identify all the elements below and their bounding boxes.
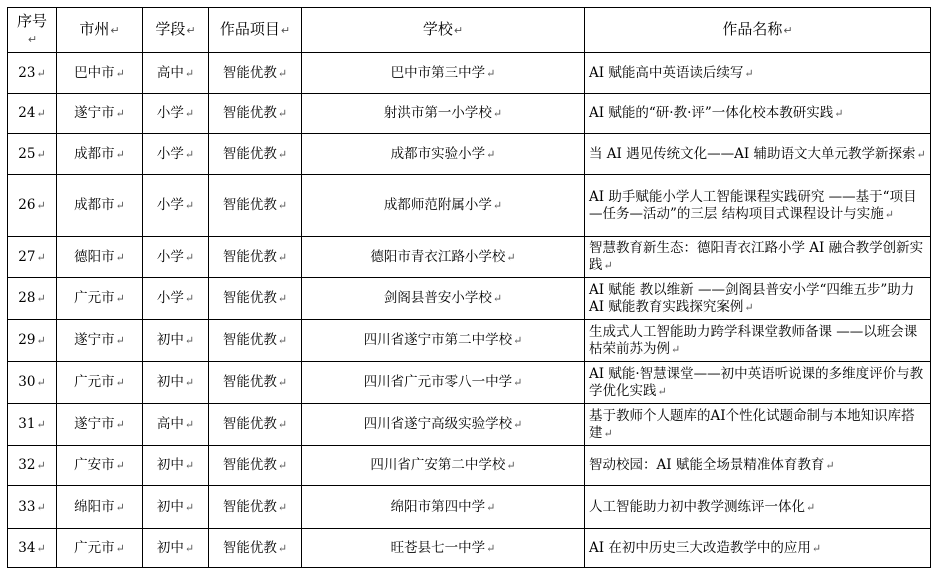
cell-level	[143, 362, 209, 404]
paragraph-mark-icon: ↵	[486, 541, 496, 555]
paragraph-mark-icon: ↵	[277, 376, 288, 389]
cell-city	[57, 404, 143, 446]
cell-level-text: 小学	[156, 290, 184, 306]
cell-city-text: 广安市	[74, 457, 115, 473]
paragraph-mark-icon: ↵	[36, 500, 46, 514]
cell-work	[585, 278, 931, 320]
cell-no	[8, 320, 57, 362]
paragraph-mark-icon: ↵	[486, 500, 496, 514]
paragraph-mark-icon: ↵	[115, 541, 125, 555]
cell-no	[8, 529, 57, 568]
award-list-table	[7, 7, 931, 568]
cell-no	[8, 175, 57, 237]
paragraph-mark-icon: ↵	[115, 250, 125, 264]
cell-city	[57, 486, 143, 529]
paragraph-mark-icon: ↵	[811, 541, 822, 555]
cell-school	[302, 446, 585, 486]
paragraph-mark-icon: ↵	[36, 107, 46, 120]
cell-school-text: 四川省广元市零八一中学	[363, 374, 513, 390]
paragraph-mark-icon: ↵	[115, 292, 125, 305]
cell-city-text: 成都市	[74, 197, 115, 213]
cell-no-text: 26	[18, 197, 36, 213]
cell-no	[8, 446, 57, 486]
cell-level	[143, 175, 209, 237]
cell-school-text: 四川省广安第二中学校	[370, 457, 506, 473]
cell-no-text: 31	[18, 416, 36, 432]
cell-level-text: 小学	[156, 145, 184, 162]
cell-city	[57, 53, 143, 94]
cell-no	[8, 362, 57, 404]
cell-no	[8, 404, 57, 446]
cell-work	[585, 362, 931, 404]
cell-school	[302, 529, 585, 568]
cell-work	[585, 134, 931, 175]
table-row	[8, 278, 931, 320]
paragraph-mark-icon: ↵	[184, 292, 195, 305]
cell-city	[57, 362, 143, 404]
paragraph-mark-icon: ↵	[115, 459, 125, 472]
cell-work-text: 当 AI 遇见传统文化——AI 辅助语文大单元教学新探索	[589, 145, 916, 162]
paragraph-mark-icon: ↵	[36, 541, 46, 555]
cell-level	[143, 486, 209, 529]
cell-work-text: 智慧教育新生态：德阳青衣江路小学 AI 融合教学创新实践	[589, 240, 924, 273]
cell-level-text: 小学	[156, 105, 184, 121]
table-row	[8, 53, 931, 94]
cell-category	[209, 237, 302, 278]
paragraph-mark-icon: ↵	[603, 426, 613, 440]
cell-school	[302, 237, 585, 278]
table-row	[8, 486, 931, 529]
cell-category-text: 智能优教	[222, 105, 277, 121]
paragraph-mark-icon: ↵	[184, 500, 195, 514]
cell-category-text: 智能优教	[222, 197, 277, 213]
cell-category-text: 智能优教	[222, 457, 277, 473]
paragraph-mark-icon: ↵	[513, 418, 523, 431]
cell-school	[302, 362, 585, 404]
cell-category-text: 智能优教	[222, 498, 277, 515]
paragraph-mark-icon: ↵	[115, 376, 125, 389]
cell-school-text: 四川省遂宁市第二中学校	[363, 332, 513, 348]
paragraph-mark-icon: ↵	[277, 250, 288, 264]
cell-work	[585, 446, 931, 486]
cell-no-text: 32	[18, 457, 36, 473]
paragraph-mark-icon: ↵	[671, 342, 681, 356]
cell-school	[302, 320, 585, 362]
cell-school-text: 成都师范附属小学	[383, 197, 492, 213]
paragraph-mark-icon: ↵	[806, 500, 816, 514]
cell-no	[8, 94, 57, 134]
paragraph-mark-icon: ↵	[36, 376, 46, 389]
paragraph-mark-icon: ↵	[486, 66, 496, 80]
table-row	[8, 404, 931, 446]
header-no: 序号↵	[8, 8, 57, 53]
cell-level-text: 小学	[156, 197, 184, 213]
header-city: 市州↵	[57, 8, 143, 53]
cell-city-text: 德阳市	[74, 248, 115, 265]
cell-category	[209, 134, 302, 175]
cell-work-text: AI 赋能的“研·教·评”一体化校本教研实践	[589, 105, 834, 121]
cell-school-text: 四川省遂宁高级实验学校	[363, 416, 513, 432]
paragraph-mark-icon: ↵	[277, 541, 288, 555]
cell-level-text: 初中	[156, 498, 184, 515]
cell-no-text: 25	[18, 145, 36, 162]
cell-city-text: 遂宁市	[74, 332, 115, 348]
cell-city	[57, 320, 143, 362]
cell-category-text: 智能优教	[222, 332, 277, 348]
cell-city-text: 成都市	[74, 145, 115, 162]
cell-category-text: 智能优教	[222, 539, 277, 556]
cell-level-text: 高中	[156, 64, 184, 81]
cell-category-text: 智能优教	[222, 248, 277, 265]
cell-city-text: 广元市	[74, 539, 115, 556]
cell-work	[585, 237, 931, 278]
table-row	[8, 529, 931, 568]
cell-school-text: 巴中市第三中学	[390, 64, 486, 81]
cell-level	[143, 278, 209, 320]
cell-category-text: 智能优教	[222, 374, 277, 390]
paragraph-mark-icon: ↵	[36, 66, 46, 80]
cell-city-text: 广元市	[74, 374, 115, 390]
cell-work	[585, 486, 931, 529]
cell-category	[209, 362, 302, 404]
paragraph-mark-icon: ↵	[36, 334, 46, 347]
paragraph-mark-icon: ↵	[36, 199, 46, 212]
paragraph-mark-icon: ↵	[277, 334, 288, 347]
cell-school	[302, 53, 585, 94]
cell-category	[209, 320, 302, 362]
paragraph-mark-icon: ↵	[277, 199, 288, 212]
cell-work-text: 智动校园：AI 赋能全场景精准体育教育	[589, 457, 825, 473]
cell-school-text: 剑阁县普安小学校	[383, 290, 492, 306]
paragraph-mark-icon: ↵	[492, 107, 503, 120]
cell-city-text: 巴中市	[74, 64, 115, 81]
paragraph-mark-icon: ↵	[513, 376, 523, 389]
cell-city	[57, 237, 143, 278]
header-school: 学校↵	[302, 8, 585, 53]
cell-city	[57, 446, 143, 486]
paragraph-mark-icon: ↵	[36, 292, 46, 305]
cell-level-text: 初中	[156, 457, 184, 473]
cell-level	[143, 404, 209, 446]
cell-school	[302, 134, 585, 175]
paragraph-mark-icon: ↵	[277, 66, 288, 80]
paragraph-mark-icon: ↵	[184, 459, 195, 472]
cell-level-text: 初中	[156, 332, 184, 348]
cell-work	[585, 53, 931, 94]
table-row	[8, 134, 931, 175]
paragraph-mark-icon: ↵	[184, 199, 195, 212]
cell-level	[143, 53, 209, 94]
cell-no	[8, 486, 57, 529]
cell-no-text: 28	[18, 290, 36, 306]
table-row	[8, 362, 931, 404]
paragraph-mark-icon: ↵	[277, 459, 288, 472]
cell-no	[8, 53, 57, 94]
cell-school	[302, 94, 585, 134]
table-row	[8, 94, 931, 134]
paragraph-mark-icon: ↵	[277, 500, 288, 514]
cell-no-text: 24	[18, 105, 36, 121]
paragraph-mark-icon: ↵	[115, 199, 125, 212]
cell-no	[8, 134, 57, 175]
paragraph-mark-icon: ↵	[603, 259, 613, 272]
cell-category-text: 智能优教	[222, 290, 277, 306]
cell-work-text: AI 赋能·智慧课堂——初中英语听说课的多维度评价与教学优化实践	[589, 365, 924, 399]
header-category: 作品项目↵	[209, 8, 302, 53]
paragraph-mark-icon: ↵	[115, 147, 125, 161]
cell-category-text: 智能优教	[222, 64, 277, 81]
cell-work-text: 人工智能助力初中教学测练评一体化	[589, 498, 805, 515]
cell-work	[585, 94, 931, 134]
cell-work	[585, 404, 931, 446]
header-work: 作品名称↵	[585, 8, 931, 53]
cell-category	[209, 278, 302, 320]
cell-school-text: 德阳市青衣江路小学校	[370, 248, 506, 265]
paragraph-mark-icon: ↵	[115, 500, 125, 514]
cell-work-text: AI 在初中历史三大改造教学中的应用	[589, 539, 811, 556]
paragraph-mark-icon: ↵	[184, 107, 195, 120]
paragraph-mark-icon: ↵	[277, 107, 288, 120]
cell-level	[143, 529, 209, 568]
paragraph-mark-icon: ↵	[184, 147, 195, 161]
paragraph-mark-icon: ↵	[184, 541, 195, 555]
cell-school-text: 成都市实验小学	[390, 145, 486, 162]
header-level: 学段↵	[143, 8, 209, 53]
paragraph-mark-icon: ↵	[916, 147, 926, 161]
cell-level-text: 初中	[156, 374, 184, 390]
cell-category-text: 智能优教	[222, 416, 277, 432]
paragraph-mark-icon: ↵	[277, 147, 288, 161]
table-row	[8, 320, 931, 362]
cell-school	[302, 404, 585, 446]
cell-city	[57, 94, 143, 134]
cell-school	[302, 486, 585, 529]
paragraph-mark-icon: ↵	[513, 334, 523, 347]
cell-city-text: 遂宁市	[74, 105, 115, 121]
paragraph-mark-icon: ↵	[506, 250, 516, 264]
cell-city-text: 遂宁市	[74, 416, 115, 432]
cell-level-text: 初中	[156, 539, 184, 556]
paragraph-mark-icon: ↵	[744, 66, 754, 80]
cell-work	[585, 529, 931, 568]
cell-city-text: 绵阳市	[74, 498, 115, 515]
paragraph-mark-icon: ↵	[115, 107, 125, 120]
cell-no	[8, 278, 57, 320]
cell-level	[143, 446, 209, 486]
paragraph-mark-icon: ↵	[492, 199, 503, 212]
paragraph-mark-icon: ↵	[184, 418, 195, 431]
cell-work-text: 基于教师个人题库的AI个性化试题命制与本地知识库搭建	[589, 407, 915, 441]
paragraph-mark-icon: ↵	[744, 300, 754, 314]
cell-work-text: AI 赋能 教以维新 ——剑阁县普安小学“四维五步”助力 AI 赋能教育实践探究案例	[589, 281, 915, 315]
cell-level	[143, 134, 209, 175]
cell-no-text: 34	[18, 539, 36, 556]
paragraph-mark-icon: ↵	[184, 66, 195, 80]
cell-no-text: 23	[18, 64, 36, 81]
cell-category	[209, 529, 302, 568]
cell-level	[143, 320, 209, 362]
cell-category	[209, 175, 302, 237]
cell-school-text: 旺苍县七一中学	[390, 539, 486, 556]
cell-school	[302, 175, 585, 237]
cell-school-text: 绵阳市第四中学	[390, 498, 486, 515]
paragraph-mark-icon: ↵	[36, 250, 46, 264]
table-header-row	[8, 8, 931, 53]
paragraph-mark-icon: ↵	[834, 107, 844, 120]
table-row	[8, 237, 931, 278]
cell-city	[57, 278, 143, 320]
cell-category	[209, 53, 302, 94]
paragraph-mark-icon: ↵	[492, 292, 503, 305]
paragraph-mark-icon: ↵	[277, 418, 288, 431]
paragraph-mark-icon: ↵	[825, 459, 835, 472]
cell-work-text: AI 助手赋能小学人工智能课程实践研究 ——基于“项目—任务—活动”的三层 结构项目式课程设计与实施	[589, 188, 917, 222]
paragraph-mark-icon: ↵	[115, 418, 125, 431]
paragraph-mark-icon: ↵	[184, 376, 195, 389]
paragraph-mark-icon: ↵	[36, 459, 46, 472]
table-row	[8, 175, 931, 237]
paragraph-mark-icon: ↵	[277, 292, 288, 305]
cell-work-text: AI 赋能高中英语读后续写	[589, 64, 744, 81]
cell-level-text: 小学	[156, 248, 184, 265]
cell-work	[585, 320, 931, 362]
paragraph-mark-icon: ↵	[36, 418, 46, 431]
paragraph-mark-icon: ↵	[184, 334, 195, 347]
paragraph-mark-icon: ↵	[115, 334, 125, 347]
paragraph-mark-icon: ↵	[506, 459, 516, 472]
cell-category	[209, 446, 302, 486]
cell-category	[209, 94, 302, 134]
cell-category	[209, 486, 302, 529]
cell-category-text: 智能优教	[222, 145, 277, 162]
cell-no-text: 27	[18, 248, 36, 265]
cell-level	[143, 237, 209, 278]
paragraph-mark-icon: ↵	[184, 250, 195, 264]
cell-level-text: 高中	[156, 416, 184, 432]
cell-no-text: 29	[18, 332, 36, 348]
cell-category	[209, 404, 302, 446]
cell-no-text: 30	[18, 374, 36, 390]
cell-no-text: 33	[18, 498, 36, 515]
paragraph-mark-icon: ↵	[486, 147, 496, 161]
paragraph-mark-icon: ↵	[884, 207, 894, 221]
cell-school-text: 射洪市第一小学校	[383, 105, 492, 121]
cell-city-text: 广元市	[74, 290, 115, 306]
table-row	[8, 446, 931, 486]
cell-city	[57, 529, 143, 568]
paragraph-mark-icon: ↵	[115, 66, 125, 80]
cell-school	[302, 278, 585, 320]
paragraph-mark-icon: ↵	[36, 147, 46, 161]
cell-city	[57, 134, 143, 175]
cell-work	[585, 175, 931, 237]
cell-city	[57, 175, 143, 237]
cell-no	[8, 237, 57, 278]
cell-work-text: 生成式人工智能助力跨学科课堂教师备课 ——以班会课枯荣前苏为例	[589, 323, 918, 357]
paragraph-mark-icon: ↵	[657, 384, 667, 398]
cell-level	[143, 94, 209, 134]
